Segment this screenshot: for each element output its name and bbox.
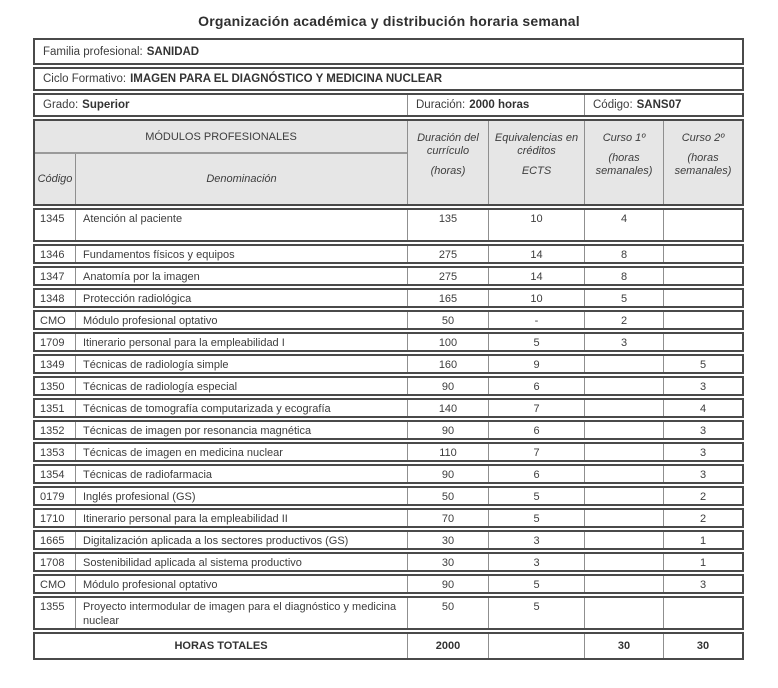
cell-codigo: 1710	[40, 513, 65, 525]
cell-codigo: 1352	[40, 425, 65, 437]
cell-denominacion: Inglés profesional (GS)	[75, 488, 407, 504]
grado-cell	[35, 95, 407, 115]
cell-duracion: 90	[407, 422, 488, 438]
cell-curso2: 3	[663, 422, 742, 438]
codigo-value: SANS07	[636, 99, 682, 111]
cell-denominacion: Anatomía por la imagen	[75, 268, 407, 284]
cell-curso1	[584, 510, 663, 526]
cell-curso2: 3	[663, 576, 742, 592]
ciclo-row	[33, 67, 744, 91]
cell-ects: 7	[488, 444, 584, 460]
cell-curso2	[663, 268, 742, 284]
cell-duracion: 275	[407, 246, 488, 262]
cell-denominacion: Proyecto intermodular de imagen para el diagnóstico y medicina nuclear	[75, 598, 407, 628]
cell-duracion: 90	[407, 466, 488, 482]
ciclo-label: Ciclo Formativo:	[43, 73, 127, 85]
cell-denominacion: Protección radiológica	[75, 290, 407, 306]
table-row	[33, 552, 744, 572]
modulos-header-cell: MÓDULOS PROFESIONALES	[35, 121, 407, 154]
totals-curso2: 30	[663, 634, 742, 658]
cell-ects: 5	[488, 488, 584, 504]
cell-denominacion: Técnicas de tomografía computarizada y ecografía	[75, 400, 407, 416]
cell-curso2: 3	[663, 378, 742, 394]
cell-curso2: 5	[663, 356, 742, 372]
cell-curso2: 3	[663, 444, 742, 460]
table-row	[33, 398, 744, 418]
cell-ects: 6	[488, 466, 584, 482]
cell-duracion: 160	[407, 356, 488, 372]
cell-curso2: 4	[663, 400, 742, 416]
cell-curso1: 5	[584, 290, 663, 306]
cell-duracion: 110	[407, 444, 488, 460]
cell-codigo: 1347	[40, 271, 65, 283]
cell-ects: 5	[488, 576, 584, 592]
table-row	[33, 508, 744, 528]
duracion-column-header: Duración del currículo (horas)	[407, 121, 488, 204]
cell-denominacion: Fundamentos físicos y equipos	[75, 246, 407, 262]
cell-curso1	[584, 488, 663, 504]
cell-duracion: 90	[407, 378, 488, 394]
cell-codigo: 1348	[40, 293, 65, 305]
totals-duracion: 2000	[407, 634, 488, 658]
page-title: Organización académica y distribución horaria semanal	[198, 13, 580, 29]
duracion-value: 2000 horas	[469, 99, 530, 111]
duracion-label: Duración:	[416, 99, 466, 111]
cell-curso2	[663, 598, 742, 628]
denominacion-column-header: Denominación	[75, 154, 407, 204]
cell-codigo: 1354	[40, 469, 65, 481]
cell-curso1: 8	[584, 246, 663, 262]
familia-row	[33, 38, 744, 65]
duracion-cell	[407, 95, 584, 115]
cell-curso1	[584, 444, 663, 460]
cell-codigo: 1345	[40, 213, 65, 225]
cell-duracion: 90	[407, 576, 488, 592]
cell-curso2: 2	[663, 488, 742, 504]
cell-denominacion: Módulo profesional optativo	[75, 312, 407, 328]
cell-ects: 3	[488, 532, 584, 548]
table-row	[33, 530, 744, 550]
cell-ects: 5	[488, 510, 584, 526]
cell-curso1: 2	[584, 312, 663, 328]
cell-curso2	[663, 334, 742, 350]
cell-duracion: 30	[407, 532, 488, 548]
cell-denominacion: Sostenibilidad aplicada al sistema productivo	[75, 554, 407, 570]
cell-curso1: 8	[584, 268, 663, 284]
codigo-label: Código:	[593, 99, 633, 111]
cell-duracion: 140	[407, 400, 488, 416]
cell-codigo: 1665	[40, 535, 65, 547]
cell-curso2	[663, 246, 742, 262]
modulos-header-block	[35, 121, 407, 204]
cell-curso2	[663, 210, 742, 240]
cell-denominacion: Técnicas de imagen por resonancia magnética	[75, 422, 407, 438]
codigo-column-header: Código	[37, 173, 73, 185]
familia-value: SANIDAD	[146, 45, 200, 58]
ects-column-header: Equivalencias en créditos ECTS	[488, 121, 584, 204]
ciclo-value: IMAGEN PARA EL DIAGNÓSTICO Y MEDICINA NUCLEAR	[130, 73, 443, 85]
cell-ects: 6	[488, 422, 584, 438]
cell-curso1: 4	[584, 210, 663, 240]
grado-label: Grado:	[43, 99, 79, 111]
cell-ects: 10	[488, 210, 584, 240]
cell-curso2: 2	[663, 510, 742, 526]
table-row	[33, 442, 744, 462]
curso1-column-header: Curso 1º (horas semanales)	[584, 121, 663, 204]
cell-ects: 6	[488, 378, 584, 394]
cell-ects: -	[488, 312, 584, 328]
cell-ects: 14	[488, 268, 584, 284]
table-row	[33, 486, 744, 506]
cell-ects: 9	[488, 356, 584, 372]
cell-duracion: 100	[407, 334, 488, 350]
cell-curso2: 3	[663, 466, 742, 482]
cell-ects: 14	[488, 246, 584, 262]
cell-curso2	[663, 290, 742, 306]
cell-ects: 7	[488, 400, 584, 416]
cell-duracion: 165	[407, 290, 488, 306]
cell-denominacion: Itinerario personal para la empleabilidad II	[75, 510, 407, 526]
cell-codigo: 1346	[40, 249, 65, 261]
table-row	[33, 244, 744, 264]
table-body	[33, 208, 744, 630]
cell-codigo: CMO	[40, 579, 66, 591]
curso2-column-header: Curso 2º (horas semanales)	[663, 121, 742, 204]
cell-codigo: 1353	[40, 447, 65, 459]
cell-curso1	[584, 422, 663, 438]
table-row	[33, 464, 744, 484]
cell-codigo: 1351	[40, 403, 65, 415]
cell-ects: 3	[488, 554, 584, 570]
table-row	[33, 574, 744, 594]
cell-curso1	[584, 576, 663, 592]
cell-duracion: 135	[407, 210, 488, 240]
cell-curso2	[663, 312, 742, 328]
schedule-table	[33, 38, 744, 660]
cell-curso2: 1	[663, 554, 742, 570]
grado-row	[33, 93, 744, 117]
table-row	[33, 266, 744, 286]
table-row	[33, 376, 744, 396]
cell-curso1	[584, 466, 663, 482]
cell-curso1	[584, 598, 663, 628]
cell-denominacion: Técnicas de radiología especial	[75, 378, 407, 394]
totals-row	[33, 632, 744, 660]
totals-curso1: 30	[584, 634, 663, 658]
cell-curso1	[584, 378, 663, 394]
cell-codigo: 1709	[40, 337, 65, 349]
cell-duracion: 70	[407, 510, 488, 526]
cell-codigo: 1355	[40, 601, 65, 613]
cell-denominacion: Atención al paciente	[75, 210, 407, 240]
cell-codigo: 1349	[40, 359, 65, 371]
cell-curso1	[584, 356, 663, 372]
cell-duracion: 50	[407, 312, 488, 328]
cell-denominacion: Técnicas de radiofarmacia	[75, 466, 407, 482]
table-row	[33, 354, 744, 374]
cell-duracion: 50	[407, 488, 488, 504]
cell-curso1	[584, 532, 663, 548]
table-row	[33, 332, 744, 352]
cell-codigo: 1708	[40, 557, 65, 569]
cell-denominacion: Módulo profesional optativo	[75, 576, 407, 592]
totals-label: HORAS TOTALES	[174, 640, 268, 652]
cell-duracion: 50	[407, 598, 488, 628]
table-row	[33, 310, 744, 330]
table-row	[33, 288, 744, 308]
table-header	[33, 119, 744, 206]
cell-denominacion: Itinerario personal para la empleabilidad I	[75, 334, 407, 350]
cell-duracion: 275	[407, 268, 488, 284]
cell-curso1	[584, 400, 663, 416]
totals-ects	[488, 634, 584, 658]
cell-duracion: 30	[407, 554, 488, 570]
cell-codigo: 1350	[40, 381, 65, 393]
table-row	[33, 208, 744, 242]
cell-ects: 5	[488, 598, 584, 628]
cell-ects: 5	[488, 334, 584, 350]
cell-denominacion: Técnicas de radiología simple	[75, 356, 407, 372]
cell-codigo: 0179	[40, 491, 65, 503]
table-row	[33, 420, 744, 440]
cell-codigo: CMO	[40, 315, 66, 327]
cell-denominacion: Digitalización aplicada a los sectores productivos (GS)	[75, 532, 407, 548]
cell-curso2: 1	[663, 532, 742, 548]
cell-denominacion: Técnicas de imagen en medicina nuclear	[75, 444, 407, 460]
codigo-cell	[584, 95, 742, 115]
cell-curso1	[584, 554, 663, 570]
grado-value: Superior	[82, 99, 130, 111]
cell-ects: 10	[488, 290, 584, 306]
familia-label: Familia profesional:	[43, 45, 143, 58]
cell-curso1: 3	[584, 334, 663, 350]
table-row	[33, 596, 744, 630]
